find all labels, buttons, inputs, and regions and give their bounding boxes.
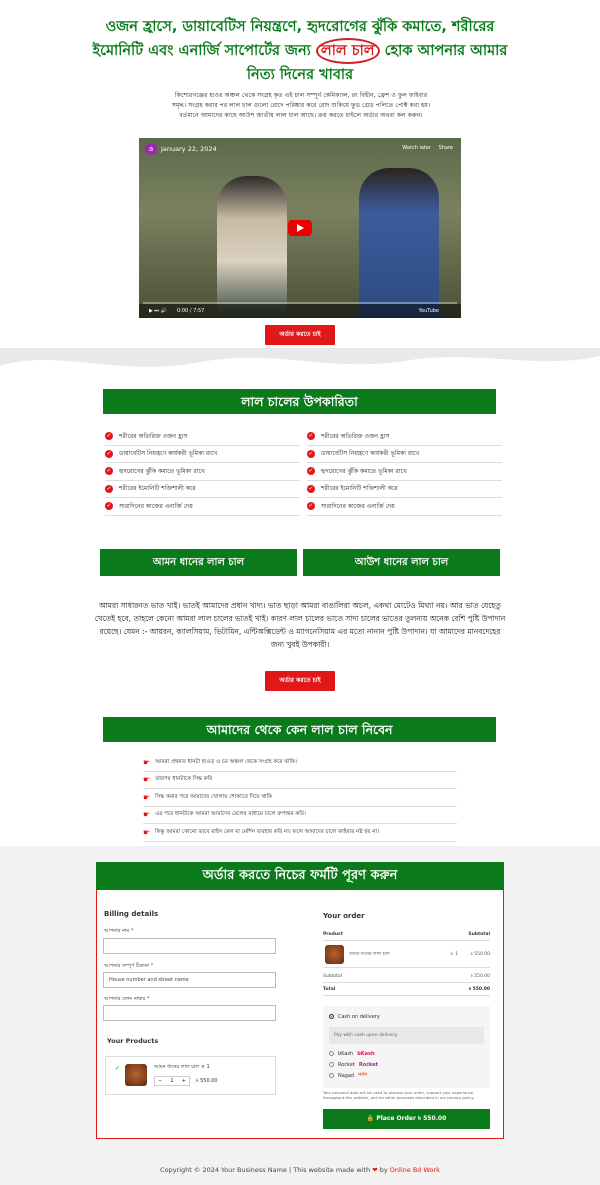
list-item — [143, 807, 457, 825]
heart-icon: ❤ — [372, 1166, 378, 1174]
check-circle-icon: ✓ — [308, 502, 314, 510]
product-name: আমন ধানের লাল চাল × 1 — [154, 1064, 210, 1070]
phone-label-text: আপনার ফোন নাম্বার — [104, 996, 146, 1002]
check-circle-icon: ✓ — [106, 484, 112, 492]
list-item — [143, 824, 457, 842]
products-title: Your Products — [107, 1037, 159, 1045]
video-player[interactable] — [139, 138, 461, 318]
description-paragraph: আমরা সাধারনত ভাত খাই। ভাতই আমাদের প্রধান খাদ্য। ভাত ছাড়া আমরা বাঙালিরা অচল, একথা মোটেও মিথ্যা নয়। আর ভাত যেহেতু খেতেই হবে, তাহলে কেনো আমরা লাল চালের ভাতই খাই। কারণ লাল চালের ভাতে সাদা চালের ভাতের তুলনায় অনেক বেশি পুষ্টি উপাদান রয়েছে। যেমন :- আয়রন, ক্যালসিয়াম, ভিটামিন, এন্টিঅক্সিডেন্ট ও ম্যাগনেসিয়াম এর মতো নানান পুষ্টি উপাদান। যা আমাদের মানবদেহের জন্য খুবই উপকারী। — [94, 601, 506, 649]
list-item — [307, 463, 502, 481]
place-order-label: Place Order ৳ 550.00 — [376, 1115, 447, 1122]
play-pause-icon[interactable]: ▶ ⏭ 🔊 — [149, 308, 167, 314]
footer — [0, 1156, 600, 1185]
watch-later-button[interactable]: Watch later — [402, 145, 431, 151]
payment-methods — [323, 1006, 490, 1088]
play-icon[interactable] — [288, 220, 312, 236]
pointing-hand-icon: ☛ — [143, 792, 151, 802]
required-mark: * — [130, 928, 134, 934]
billing-title: Billing details — [104, 910, 159, 918]
total-row — [323, 984, 490, 996]
payment-option[interactable] — [329, 1059, 378, 1070]
list-item — [143, 789, 457, 807]
check-circle-icon: ✓ — [308, 449, 314, 457]
order-header-row — [323, 929, 490, 941]
list-item — [105, 446, 300, 464]
payment-logo: bKash — [357, 1050, 375, 1057]
check-circle-icon: ✓ — [308, 432, 314, 440]
list-item — [143, 754, 457, 772]
required-mark: * — [146, 996, 150, 1002]
list-item-text: হৃদরোগের ঝুঁকি কমাতে ভূমিকা রাখে — [119, 467, 205, 475]
payment-name: bKash — [338, 1050, 354, 1057]
payment-logo: নগদ — [358, 1071, 368, 1078]
video-title[interactable]: January 22, 2024 — [161, 145, 217, 153]
pointing-hand-icon: ☛ — [143, 810, 151, 819]
product-card[interactable] — [105, 1056, 276, 1095]
required-mark: * — [150, 963, 154, 969]
name-field[interactable] — [103, 938, 276, 954]
list-item — [105, 498, 300, 516]
share-button[interactable]: Share — [438, 145, 453, 151]
phone-field[interactable] — [103, 1005, 276, 1021]
order-title: Your order — [323, 912, 365, 920]
order-item-name: আমন ধানের লাল চাল — [349, 952, 390, 957]
payment-radio[interactable] — [329, 1073, 334, 1078]
pointing-hand-icon: ☛ — [143, 827, 151, 837]
list-item-text: শরীরের ইমোনিটি শক্তিশালী করে — [321, 485, 398, 492]
order-button-top[interactable]: অর্ডার করতে চাই — [265, 325, 335, 345]
list-item-text: এর পরে ধানটাকে আমরা আমাদের মেলের মাধ্যমে চালে রুপান্তর করি। — [155, 811, 306, 817]
col-subtotal: Subtotal — [468, 932, 490, 937]
order-item-price: ৳ 550.00 — [470, 952, 490, 957]
check-circle-icon: ✓ — [106, 467, 112, 475]
check-circle-icon: ✓ — [106, 502, 112, 510]
cod-radio[interactable] — [329, 1014, 334, 1019]
address-field[interactable]: House number and street name — [103, 972, 276, 988]
list-item-text: শরীরের অতিরিক্ত ওজন হ্রাস — [119, 432, 188, 440]
payment-name: Rocket — [338, 1061, 355, 1068]
order-item-thumbnail — [325, 945, 344, 964]
place-order-button[interactable] — [323, 1109, 490, 1129]
footer-by: by — [379, 1166, 388, 1174]
list-item — [307, 428, 502, 446]
video-person-right — [359, 168, 439, 318]
footer-brand-link[interactable]: Online Bd Work — [389, 1166, 440, 1174]
list-item-text: হৃদরোগের ঝুঁকি কমাতে ভূমিকা রাখে — [321, 467, 407, 475]
headline-highlight: লাল চাল — [316, 38, 380, 64]
list-item-text: তারপর ধানটাকে সিদ্ধ করি — [155, 776, 213, 782]
list-item — [307, 498, 502, 516]
payment-list — [329, 1048, 378, 1081]
pointing-hand-icon: ☛ — [143, 757, 151, 767]
list-item-text: আমরা প্রথমত ধানটা হাওড় ও চর অঞ্চল থেকে সংগ্রহ করে থাকি। — [155, 758, 297, 765]
check-circle-icon: ✓ — [308, 484, 314, 492]
product-check-icon[interactable]: ✓ — [115, 1065, 121, 1072]
list-item — [105, 481, 300, 499]
footer-copyright: Copyright © 2024 Your Business Name | This website made with — [160, 1166, 371, 1174]
benefits-list-left — [105, 428, 300, 516]
form-title: অর্ডার করতে নিচের ফর্মটি পূরণ করুন — [96, 862, 504, 890]
address-label — [104, 963, 153, 971]
list-item-text: সিদ্ধ করার পরে আমাদের খোলায় শোকাতে দিয়ে থাকি — [155, 793, 273, 800]
qty-minus-button[interactable]: − — [158, 1078, 163, 1084]
payment-name: Nagad — [338, 1072, 355, 1079]
check-circle-icon: ✓ — [106, 449, 112, 457]
headline-part1: ওজন হ্রাসে, ডায়াবেটিস নিয়ন্ত্রণে, হৃদরোগের ঝুঁকি কমাতে, শরীরের ইমোনিটি এবং এনার্জি সাপোর্টের জন্য — [92, 19, 495, 59]
list-item — [307, 446, 502, 464]
video-controls — [139, 304, 461, 318]
list-item — [105, 428, 300, 446]
payment-logo: Rocket — [358, 1061, 379, 1068]
headline-part2: হোক আপনার আমার নিত্য দিনের খাবার — [246, 43, 508, 83]
product-price: ৳ 550.00 — [196, 1078, 218, 1084]
rice-type-aman: আমন ধানের লাল চাল — [100, 549, 297, 576]
cod-option[interactable] — [329, 1014, 380, 1020]
check-circle-icon: ✓ — [106, 432, 112, 440]
cod-label: Cash on delivery — [338, 1014, 380, 1020]
quantity-stepper[interactable] — [154, 1076, 190, 1086]
address-label-text: আপনার সম্পূর্ণ ঠিকানা — [104, 963, 150, 969]
order-item-qty: × 1 — [449, 952, 458, 957]
subtotal-row — [323, 971, 490, 983]
phone-label — [104, 996, 149, 1004]
list-item-text: ডায়াবেটিস নিয়ন্ত্রণে কার্যকরী ভূমিকা রাখে — [321, 450, 420, 457]
product-thumbnail — [125, 1064, 147, 1086]
intro-text: কিশোরগঞ্জের হাওর অঞ্চল থেকে সংগ্রহ কৃত এই চাল সম্পূর্ন কেমিক্যাল, রং বিহীন, ফ্রেশ ও ফুল ফাইবার সমৃদ্ধ। সংগ্রহ করার পর লাল চাল গুলো রোদে পরিষ্কার করে রোদ শুকিয়ে ফুড গ্রেড পলিতে পোক্ট করা হয়। বর্তমানে আমাদের কাছে আউশ জাতীয় লাল চাল আছে। ক্রয় করতে চাইলে অর্ডার অথবা কল করুন। — [171, 92, 431, 119]
order-item-row — [323, 942, 490, 968]
total-value: ৳ 550.00 — [468, 987, 490, 992]
video-person-left — [217, 176, 287, 318]
benefits-title: লাল চালের উপকারিতা — [103, 389, 496, 414]
list-item-text: শরীরের ইমোনিটি শক্তিশালী করে — [119, 485, 196, 492]
payment-option[interactable] — [329, 1070, 378, 1081]
subtotal-value: ৳ 550.00 — [470, 974, 490, 979]
subtotal-label: Subtotal — [323, 974, 342, 979]
rice-type-aus: আউশ ধানের লাল চাল — [303, 549, 500, 576]
why-title: আমাদের থেকে কেন লাল চাল নিবেন — [103, 717, 496, 742]
video-time: 0:00 / 7:57 — [177, 308, 205, 314]
list-item-text: কিন্তু আমরা কোনো ভাবে রাইস মেল বা মেশিন ব্যবহার করি না। ফলে আমাদের চালে ফাইবার নষ্ট হয় না। — [155, 828, 380, 835]
list-item-text: শরীরের অতিরিক্ত ওজন হ্রাস — [321, 432, 390, 440]
name-label-text: আপনার নাম — [104, 928, 130, 934]
wave-divider — [0, 348, 600, 384]
why-list — [143, 754, 457, 842]
order-button-middle[interactable]: অর্ডার করতে চাই — [265, 671, 335, 691]
channel-avatar[interactable]: a — [145, 143, 157, 155]
page-headline — [84, 16, 516, 86]
youtube-logo[interactable]: YouTube — [418, 308, 439, 314]
benefits-list-right — [307, 428, 502, 516]
qty-value: 1 — [170, 1078, 174, 1084]
payment-radio[interactable] — [329, 1062, 334, 1067]
list-item-text: সারাদিনের কাজের এনার্জি দেয় — [321, 502, 395, 510]
list-item — [307, 481, 502, 499]
qty-plus-button[interactable]: + — [181, 1078, 186, 1084]
cod-note: Pay with cash upon delivery. — [329, 1027, 484, 1044]
list-item-text: সারাদিনের কাজের এনার্জি দেয় — [119, 502, 193, 510]
list-item-text: ডায়াবেটিস নিয়ন্ত্রণে কার্যকরী ভূমিকা রাখে — [119, 450, 218, 457]
name-label — [104, 928, 133, 936]
col-product: Product — [323, 932, 343, 937]
list-item — [143, 772, 457, 790]
list-item — [105, 463, 300, 481]
total-label: Total — [323, 987, 336, 992]
pointing-hand-icon: ☛ — [143, 775, 151, 784]
privacy-note: Your personal data will be used to process your order, support your experience throughout this website, and for other purposes described in our privacy policy. — [323, 1090, 475, 1100]
payment-option[interactable] — [329, 1048, 378, 1059]
lock-icon: 🔒 — [366, 1115, 375, 1122]
check-circle-icon: ✓ — [308, 467, 314, 475]
payment-radio[interactable] — [329, 1051, 334, 1056]
